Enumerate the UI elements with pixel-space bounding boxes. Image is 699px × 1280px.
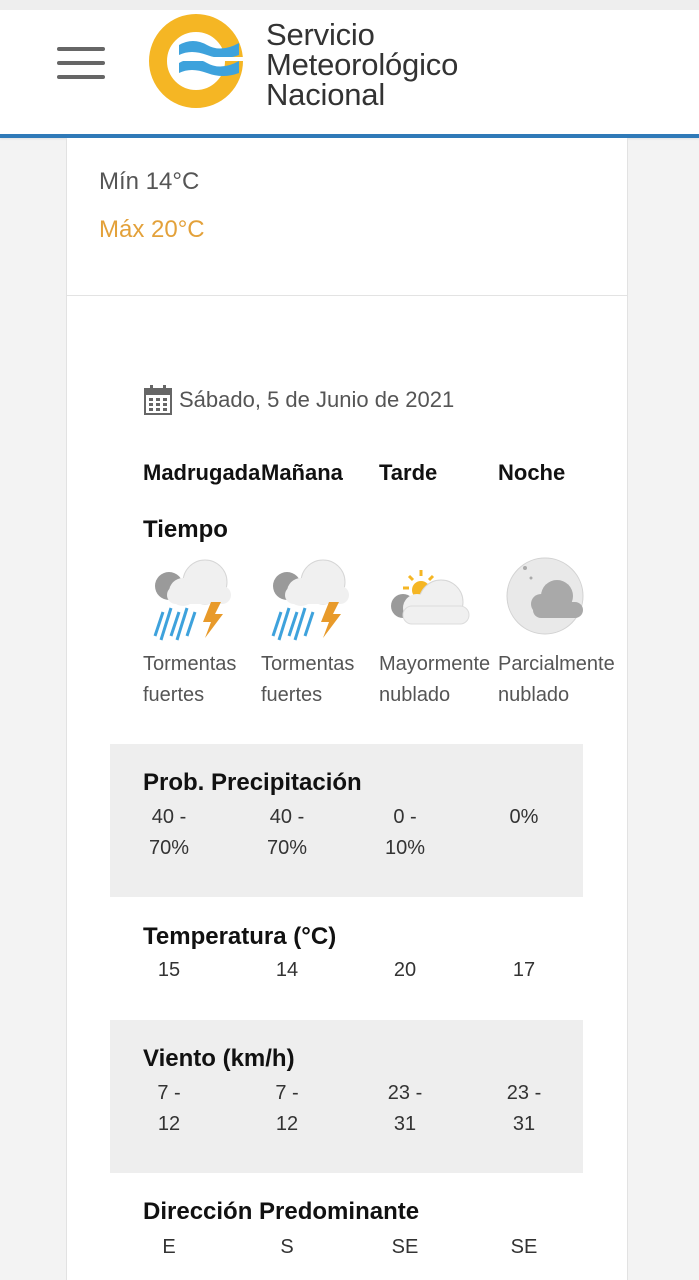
temperature-value: 20 [393,959,417,981]
precip-value: 40 - 70% [148,806,190,859]
menu-icon[interactable] [57,47,105,83]
wind-value: 23 - 31 [506,1082,542,1135]
brand-line-2: Meteorológico [266,47,459,82]
period-tarde: Tarde [379,460,438,485]
smn-logo[interactable] [149,13,249,109]
temperature-value: 15 [157,959,181,981]
partly-cloudy-night-icon [501,556,593,644]
temperature-label: Temperatura (°C) [143,923,337,950]
precip-value: 0 - 10% [384,806,426,859]
min-temperature: Mín 14°C [99,168,200,195]
mostly-cloudy-day-icon [383,556,475,644]
direction-value: SE [391,1236,419,1258]
weather-desc: Mayormente nublado [379,653,491,706]
wind-value: 7 - 12 [157,1082,181,1135]
brand-name[interactable] [266,17,526,112]
brand-line-1: Servicio [266,17,375,52]
period-manana: Mañana [261,460,343,485]
wind-value: 23 - 31 [387,1082,423,1135]
min-max-summary [99,168,205,244]
wind-label: Viento (km/h) [143,1045,295,1072]
max-temperature: Máx 20°C [99,216,205,243]
weather-desc: Parcialmente nublado [498,653,615,706]
precip-value: 40 - 70% [266,806,308,859]
direction-value: E [162,1236,176,1258]
status-shade [0,0,699,10]
wind-value: 7 - 12 [275,1082,299,1135]
direction-value: SE [510,1236,538,1258]
date-row [143,384,454,416]
temperature-value: 14 [275,959,299,981]
storm-icon [147,556,239,644]
direction-value: S [280,1236,294,1258]
period-madrugada: Madrugada [143,460,261,485]
tiempo-label: Tiempo [143,516,228,543]
brand-line-3: Nacional [266,77,386,112]
app-header [0,0,699,138]
storm-icon [265,556,357,644]
period-noche: Noche [498,460,566,485]
divider [67,295,627,296]
calendar-icon [143,384,173,416]
precip-label: Prob. Precipitación [143,769,362,796]
direction-label: Dirección Predominante [143,1198,420,1225]
weather-desc: Tormentas fuertes [143,653,237,706]
temperature-value: 17 [512,959,536,981]
forecast-card [66,138,628,1280]
weather-desc: Tormentas fuertes [261,653,355,706]
forecast-date: Sábado, 5 de Junio de 2021 [179,387,455,412]
precip-value: 0% [509,806,539,828]
